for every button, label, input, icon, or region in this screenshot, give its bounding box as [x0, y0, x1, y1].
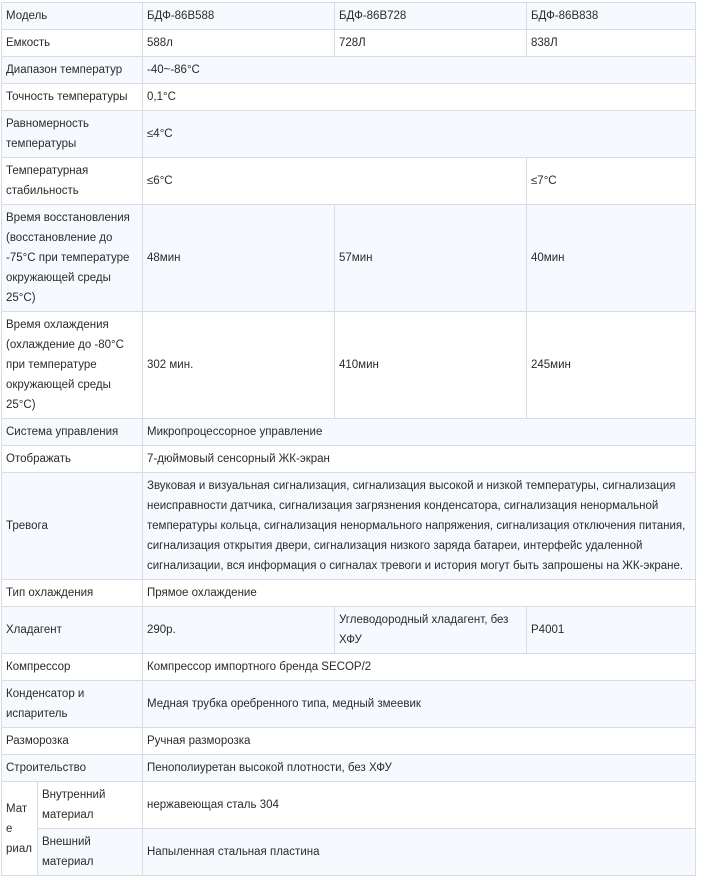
row-label: Диапазон температур	[2, 57, 143, 84]
row-model	[2, 3, 696, 30]
row-construction	[2, 755, 696, 782]
row-defrost	[2, 728, 696, 755]
row-refrigerant	[2, 607, 696, 654]
row-capacity	[2, 30, 696, 57]
cell-value: 48мин	[143, 205, 335, 312]
row-label: Время охлаждения (охлаждение до -80°C при температуре окружающей среды 25°C)	[2, 312, 143, 419]
cell-value: Пенополиуретан высокой плотности, без ХФУ	[143, 755, 696, 782]
cell-value: нержавеющая сталь 304	[143, 782, 696, 829]
cell-value: БДФ-86В728	[335, 3, 527, 30]
cell-value: 410мин	[335, 312, 527, 419]
row-recovery-time	[2, 205, 696, 312]
row-label: Температурная стабильность	[2, 158, 143, 205]
row-label: Строительство	[2, 755, 143, 782]
row-material-outer	[2, 829, 696, 876]
cell-value: 838Л	[527, 30, 696, 57]
cell-value: БДФ-86В838	[527, 3, 696, 30]
cell-value: 588л	[143, 30, 335, 57]
row-label: Тип охлаждения	[2, 580, 143, 607]
row-label: Равномерность температуры	[2, 111, 143, 158]
row-temp-uniformity	[2, 111, 696, 158]
row-cooling-type	[2, 580, 696, 607]
row-temp-range	[2, 57, 696, 84]
cell-value: Ручная разморозка	[143, 728, 696, 755]
cell-value: ≤4°C	[143, 111, 696, 158]
cell-value: 290р.	[143, 607, 335, 654]
row-label: Точность температуры	[2, 84, 143, 111]
sub-label-inner: Внутренний материал	[38, 782, 143, 829]
cell-value: Р4001	[527, 607, 696, 654]
row-label: Модель	[2, 3, 143, 30]
cell-value: 7-дюймовый сенсорный ЖК-экран	[143, 446, 696, 473]
cell-value: Напыленная стальная пластина	[143, 829, 696, 876]
row-label-material: Мате риал	[2, 782, 38, 876]
row-label: Конденсатор и испаритель	[2, 681, 143, 728]
row-temp-stability	[2, 158, 696, 205]
cell-value: Звуковая и визуальная сигнализация, сигнализация высокой и низкой температуры, сигнализация неисправности датчика, сигнализация загрязнения конденсатора, сигнализация ненормальной температуры кольца, сигнализация ненормального напряжения, сигнализация отключения питания, сигнализация открытия двери, сигнализация низкого заряда батареи, интерфейс удаленной сигнализации, вся информация о сигналах тревоги и история могут быть запрошены на ЖК-экране.	[143, 473, 696, 580]
cell-value: Прямое охлаждение	[143, 580, 696, 607]
row-label: Хладагент	[2, 607, 143, 654]
cell-value: Компрессор импортного бренда SECOP/2	[143, 654, 696, 681]
row-display	[2, 446, 696, 473]
cell-value: ≤6°C	[143, 158, 527, 205]
row-label: Система управления	[2, 419, 143, 446]
row-alarm	[2, 473, 696, 580]
row-label: Разморозка	[2, 728, 143, 755]
cell-value: Микропроцессорное управление	[143, 419, 696, 446]
row-label: Емкость	[2, 30, 143, 57]
cell-value: Углеводородный хладагент, без ХФУ	[335, 607, 527, 654]
row-temp-accuracy	[2, 84, 696, 111]
spec-table	[1, 2, 696, 876]
cell-value: 0,1°C	[143, 84, 696, 111]
row-label: Отображать	[2, 446, 143, 473]
cell-value: 302 мин.	[143, 312, 335, 419]
row-compressor	[2, 654, 696, 681]
cell-value: Медная трубка оребренного типа, медный змеевик	[143, 681, 696, 728]
row-condenser	[2, 681, 696, 728]
sub-label-outer: Внешний материал	[38, 829, 143, 876]
row-cooldown-time	[2, 312, 696, 419]
row-material-inner	[2, 782, 696, 829]
cell-value: 728Л	[335, 30, 527, 57]
cell-value: 245мин	[527, 312, 696, 419]
row-label: Тревога	[2, 473, 143, 580]
row-label: Время восстановления (восстановление до -75°C при температуре окружающей среды 25°C)	[2, 205, 143, 312]
cell-value: БДФ-86В588	[143, 3, 335, 30]
cell-value: 57мин	[335, 205, 527, 312]
row-label: Компрессор	[2, 654, 143, 681]
cell-value: -40~-86°C	[143, 57, 696, 84]
row-control-system	[2, 419, 696, 446]
cell-value: 40мин	[527, 205, 696, 312]
cell-value: ≤7°C	[527, 158, 696, 205]
